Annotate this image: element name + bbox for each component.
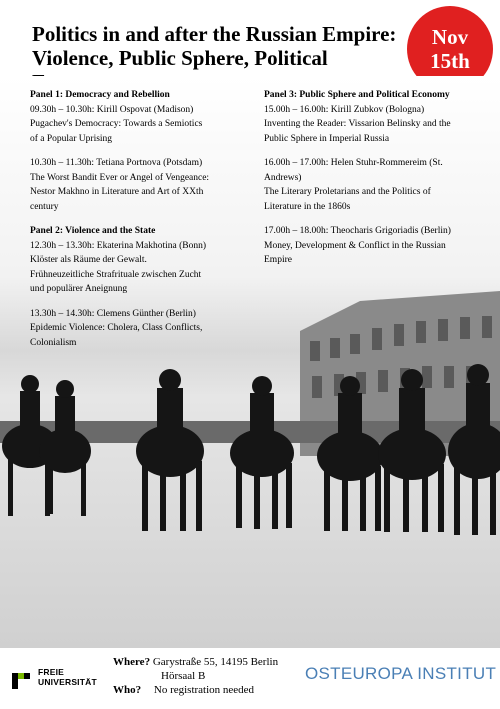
venue-info xyxy=(113,655,278,697)
date-month: Nov xyxy=(431,25,469,49)
who-label: Who? xyxy=(113,684,142,696)
fu-mark-icon xyxy=(12,669,34,691)
talk-title: Colonialism xyxy=(30,337,77,348)
title-line-1: Politics in and after the Russian Empire: xyxy=(32,22,397,46)
talk-time-speaker: 16.00h – 17.00h: Helen Stuhr-Rommereim (St. xyxy=(264,158,443,168)
talk-title: Inventing the Reader: Vissarion Belinsky and the xyxy=(264,119,451,129)
talk-title: Nestor Makhno in Literature and Art of XXth xyxy=(30,187,204,197)
talk-time-speaker: 17.00h – 18.00h: Theocharis Grigoriadis (Berlin) xyxy=(264,226,451,236)
talk-title: Money, Development & Conflict in the Russian xyxy=(264,240,446,251)
talk-title: Public Sphere in Imperial Russia xyxy=(264,133,390,144)
talk-title: Pugachev's Democracy: Towards a Semiotics xyxy=(30,119,203,129)
talk xyxy=(30,156,255,214)
talk-title: und populärer Aneignung xyxy=(30,284,128,294)
talk-time-speaker: 15.00h – 16.00h: Kirill Zubkov (Bologna) xyxy=(264,104,425,115)
fu-logo-line-2: UNIVERSITÄT xyxy=(38,676,97,687)
where-label: Where? xyxy=(113,656,151,668)
talk-title: Frühneuzeitliche Strafrituale zwischen Zucht xyxy=(30,269,202,280)
talk-title: century xyxy=(30,201,59,212)
talk-title: Epidemic Violence: Cholera, Class Conflicts, xyxy=(30,323,203,333)
talk xyxy=(264,224,474,268)
talk xyxy=(264,156,474,214)
talk-title: The Literary Proletarians and the Politics of xyxy=(264,187,431,197)
talk-time-speaker: 10.30h – 11.30h: Tetiana Portnova (Potsdam) xyxy=(30,158,203,168)
panel-heading: Panel 1: Democracy and Rebellion xyxy=(30,90,170,100)
panel-2 xyxy=(30,224,255,297)
who-row xyxy=(113,683,278,697)
talk-time-speaker: Andrews) xyxy=(264,172,302,183)
left-program-column xyxy=(30,88,255,360)
talk-title: The Worst Bandit Ever or Angel of Vengeance: xyxy=(30,172,210,183)
fu-logo-text xyxy=(38,668,97,687)
where-row xyxy=(113,655,278,669)
osteuropa-institut-logo: OSTEUROPA INSTITUT xyxy=(305,664,497,683)
panel-heading: Panel 3: Public Sphere and Political Economy xyxy=(264,90,450,100)
freie-universitaet-logo xyxy=(12,667,102,697)
talk-title: Klöster als Räume der Gewalt. xyxy=(30,255,147,265)
fu-logo-line-1: FREIE xyxy=(38,667,65,677)
talk xyxy=(30,307,255,351)
right-program-column xyxy=(264,88,474,278)
panel-1 xyxy=(30,88,255,146)
where-room: Hörsaal B xyxy=(161,670,206,682)
talk-title: Literature in the 1860s xyxy=(264,201,351,212)
talk-time-speaker: 09.30h – 10.30h: Kirill Ospovat (Madison) xyxy=(30,104,194,115)
who-value: No registration needed xyxy=(153,684,255,696)
talk-title: Empire xyxy=(264,255,292,265)
talk-time-speaker: 12.30h – 13.30h: Ekaterina Makhotina (Bonn) xyxy=(30,240,206,251)
panel-3 xyxy=(264,88,474,146)
talk-time-speaker: 13.30h – 14.30h: Clemens Günther (Berlin) xyxy=(30,308,196,319)
talk-title: of a Popular Uprising xyxy=(30,133,113,144)
date-day: 15th xyxy=(430,49,470,73)
footer xyxy=(0,648,500,709)
title-line-2: Violence, Public Sphere, Political xyxy=(32,46,328,70)
panel-heading: Panel 2: Violence and the State xyxy=(30,226,156,236)
where-address: Garystraße 55, 14195 Berlin xyxy=(152,656,279,668)
